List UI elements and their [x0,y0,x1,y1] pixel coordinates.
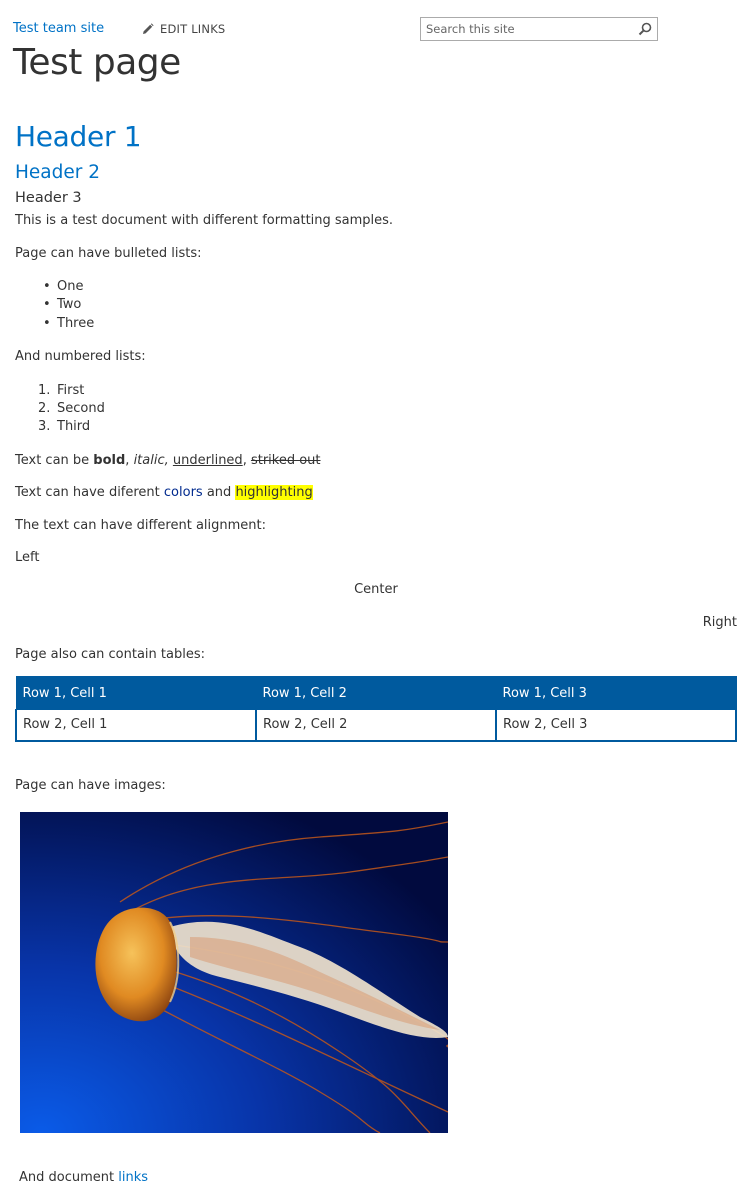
table-cell: Row 1, Cell 1 [16,677,256,710]
formatting-line: Text can be bold, italic, underlined, striked out [15,453,321,468]
header-2: Header 2 [15,162,101,183]
underlined-text: underlined [172,453,243,468]
links-line: And document links [19,1170,149,1185]
images-intro: Page can have images: [15,778,166,793]
list-item: • Three [43,316,95,331]
table-row [16,710,736,741]
table-row [16,677,736,710]
list-item: • Two [43,297,82,312]
pencil-icon [142,23,154,35]
colors-line: Text can have diferent colors and highlighting [15,485,313,500]
header-3: Header 3 [15,190,82,206]
table-cell: Row 2, Cell 2 [256,710,496,741]
site-link[interactable]: Test team site [13,21,105,36]
search-icon[interactable] [638,22,652,36]
header-1: Header 1 [15,120,142,153]
colored-text: colors [163,485,203,500]
jellyfish-image [20,812,448,1133]
highlighted-text: highlighting [235,485,313,500]
alignment-intro: The text can have different alignment: [15,518,267,533]
align-right-text: Right [702,615,737,630]
search-box[interactable] [420,17,658,41]
list-item: 1. First [38,383,85,398]
data-table [15,676,737,742]
striked-text: striked out [250,453,321,468]
table-cell: Row 2, Cell 1 [16,710,256,741]
list-item: 2. Second [38,401,105,416]
table-cell: Row 2, Cell 3 [496,710,736,741]
bold-text: bold [93,453,126,468]
list-item: 3. Third [38,419,91,434]
page-title: Test page [13,42,181,83]
search-input[interactable] [426,19,626,39]
table-cell: Row 1, Cell 2 [256,677,496,710]
edit-links-label: EDIT LINKS [160,22,226,36]
edit-links-button[interactable] [142,22,225,36]
table-cell: Row 1, Cell 3 [496,677,736,710]
numbered-intro: And numbered lists: [15,349,146,364]
intro-text: This is a test document with different formatting samples. [15,213,394,228]
list-item: • One [43,279,84,294]
align-left-text: Left [15,550,40,565]
document-link[interactable]: links [118,1170,149,1185]
italic-text: italic, [133,453,169,468]
bullets-intro: Page can have bulleted lists: [15,246,202,261]
align-center-text: Center [354,582,398,597]
tables-intro: Page also can contain tables: [15,647,205,662]
